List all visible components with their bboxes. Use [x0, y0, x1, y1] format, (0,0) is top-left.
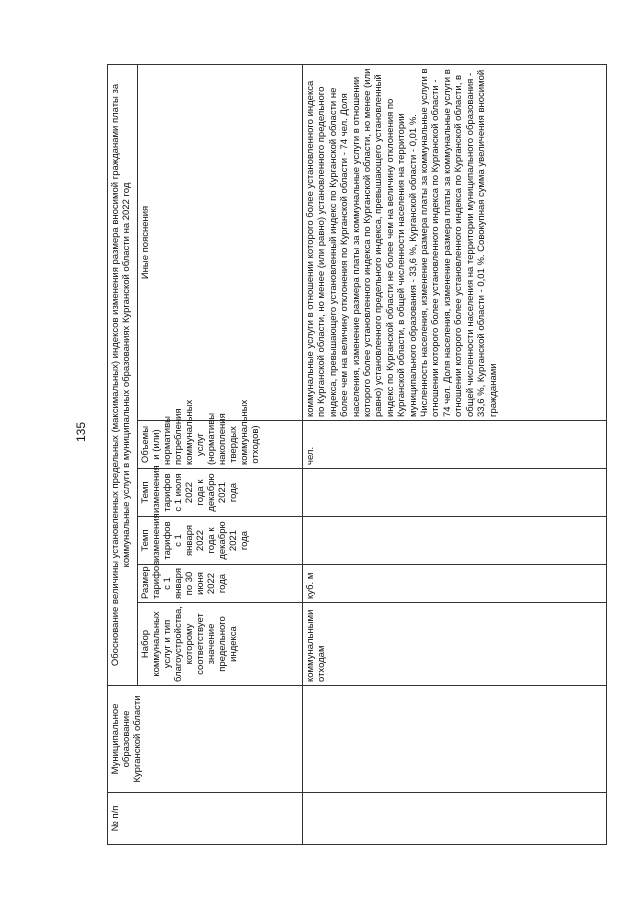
cell-other-notes: коммунальные услуги в отношении которого более установленного индекса по Курганской области, но менее (или равно) установленного предельного индекса, превышающего установленный индекс по Курганской области не более чем на величину отклонения по Курганской области - 74 чел. Доля населения, изменение размера платы за коммунальные услуги в отношении которого более установленного индекса по Курганской области, но менее (или равно) установленного предельного индекса, превышающего установленный индекс по Курганской области не более чем на величину отклонения по Курганской области, в общей численности населения на территории муниципального образования - 33,6 %, Курганской области - 0,01 %. Численность населения, изменение размера платы за коммунальные услуги в отношении которого более установленного индекса по Курганской области - 74 чел. Доля населения, изменение размера платы за коммунальные услуги в отношении которого более установленного индекса по Курганской области, в общей численности населения на территории муниципального образования - 33,6 %, Курганской области - 0,01 %. Совокупная сумма увеличения вносимой гражданами: [303, 64, 607, 420]
cell-rate-july: [303, 469, 607, 517]
header-rate-july: Темп изменения тарифов с 1 июля 2022 года к декабрю 2021 года: [138, 469, 303, 517]
page-number: 135: [74, 421, 88, 442]
cell-no: [303, 793, 607, 845]
cell-volume: чел.: [303, 421, 607, 469]
header-justification: Обоснование величины установленных предельных (максимальных) индексов изменения размера вносимой гражданами платы за коммунальные услуги в муниципальных образованиях Курганской области на 2022 год: [108, 64, 138, 685]
rotated-table-container: [107, 65, 607, 845]
cell-rate-january: [303, 517, 607, 565]
justification-table: [107, 64, 607, 845]
cell-municipality: [303, 686, 607, 793]
header-other-notes: Иные пояснения: [138, 64, 303, 420]
cell-service: коммунальными отходам: [303, 603, 607, 686]
header-tariff-size: Размер тарифов с 1 января по 30 июня 2022 года: [138, 565, 303, 603]
cell-size: куб. м: [303, 565, 607, 603]
header-municipality: Муниципальное образование Курганской области: [108, 686, 303, 793]
header-rate-january: Темп изменения тарифов с 1 января 2022 года к декабрю 2021 года: [138, 517, 303, 565]
header-service-set: Набор коммунальных услуг и тип благоустройства, которому соответствует значение предельного индекса: [138, 603, 303, 686]
header-no: № п/п: [108, 793, 303, 845]
header-volume: Объемы и (или) нормативы потребления коммунальных услуг (нормативы накопления твердых коммунальных отходов): [138, 421, 303, 469]
table-row: [303, 64, 607, 844]
